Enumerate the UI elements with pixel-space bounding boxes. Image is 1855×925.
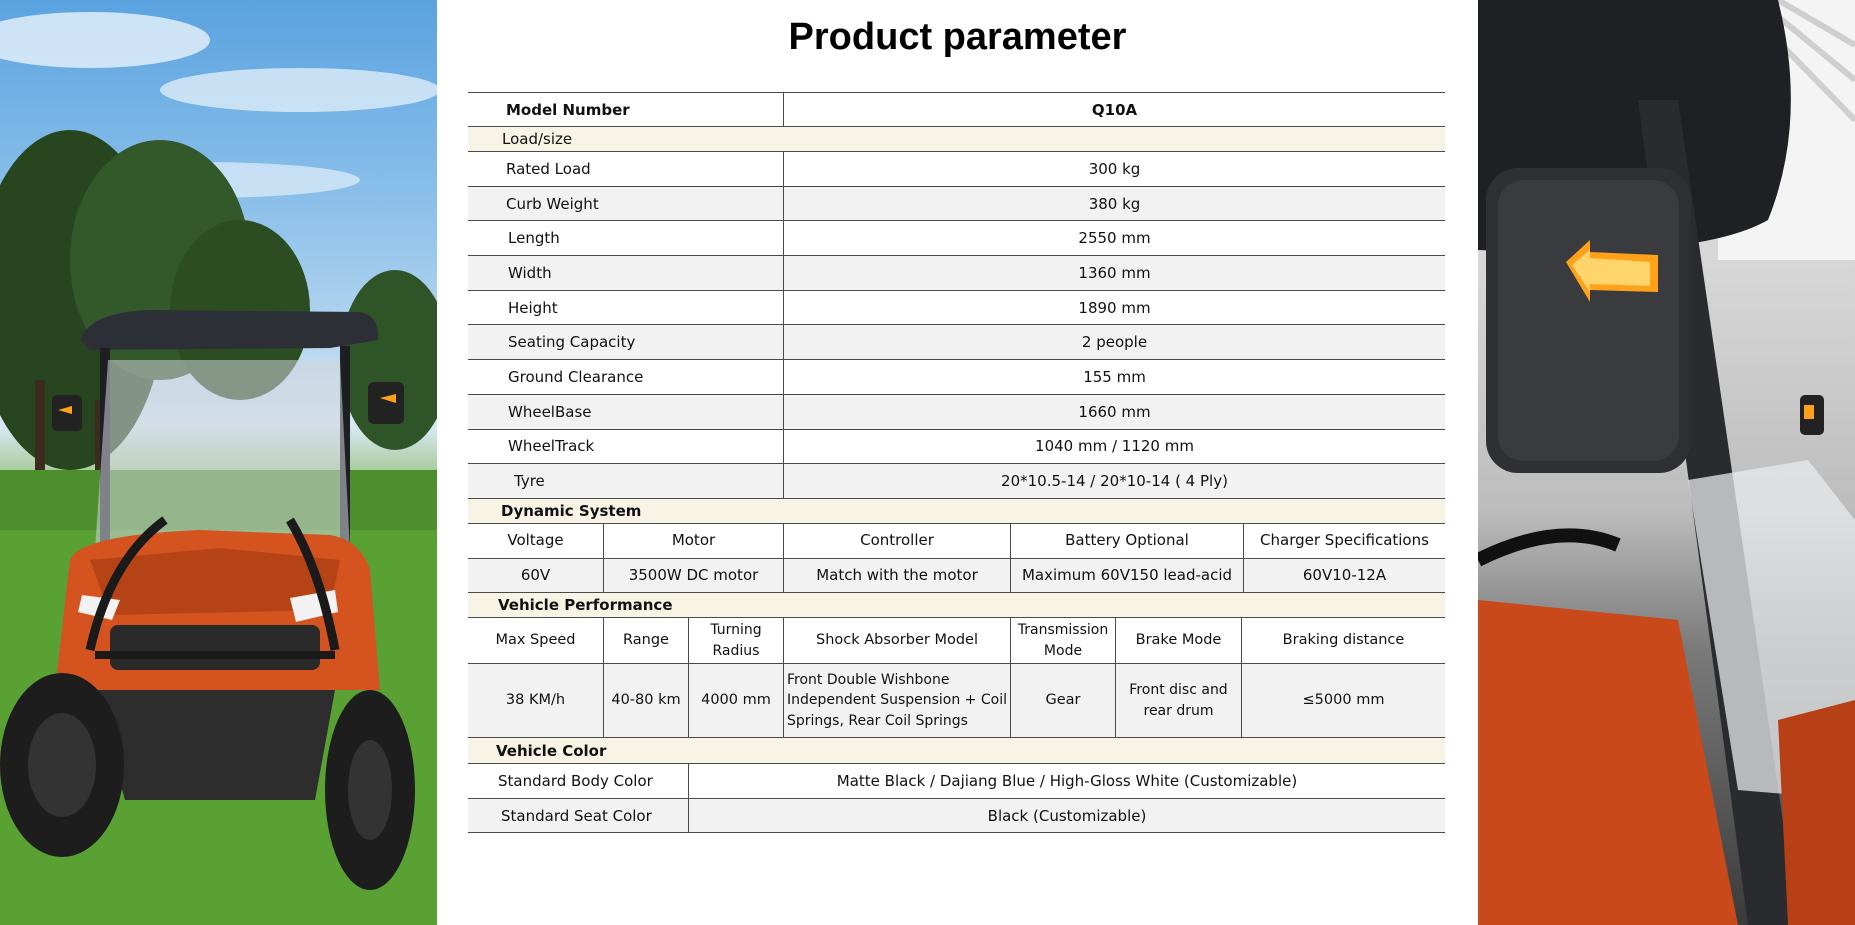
spec-label: Tyre: [468, 464, 784, 498]
spec-value: 2550 mm: [1078, 229, 1151, 248]
spec-row-height: [468, 291, 1445, 326]
spec-row-width: [468, 256, 1445, 291]
model-number-value: Q10A: [1091, 100, 1138, 119]
spec-label: Height: [468, 291, 784, 325]
spec-row-curb-weight: [468, 187, 1445, 222]
dynamic-value-battery: Maximum 60V150 lead-acid: [1011, 559, 1244, 593]
model-number-label: Model Number: [468, 93, 784, 126]
perf-header-turning-radius: Turning Radius: [689, 618, 784, 664]
model-number-row: [468, 92, 1445, 127]
dynamic-header-battery: Battery Optional: [1011, 524, 1244, 559]
spec-label: Ground Clearance: [468, 360, 784, 394]
dynamic-value-voltage: 60V: [468, 559, 604, 593]
section-vehicle-color: Vehicle Color: [468, 738, 1445, 764]
perf-header-max-speed: Max Speed: [468, 618, 604, 664]
spec-label: WheelBase: [468, 395, 784, 429]
dynamic-header-charger: Charger Specifications: [1244, 524, 1445, 559]
perf-value-brake-mode: Front disc and rear drum: [1116, 664, 1242, 738]
dynamic-value-charger: 60V10-12A: [1244, 559, 1445, 593]
spec-value: 1040 mm / 1120 mm: [1035, 437, 1194, 456]
spec-value: 1660 mm: [1078, 402, 1151, 421]
spec-row-length: [468, 221, 1445, 256]
dynamic-header-motor: Motor: [604, 524, 784, 559]
perf-value-turning-radius: 4000 mm: [689, 664, 784, 738]
product-photo-mirror-closeup: [1478, 0, 1855, 925]
spec-value: 2 people: [1081, 333, 1148, 352]
spec-row-ground-clearance: [468, 360, 1445, 395]
section-load-size: Load/size: [468, 127, 1445, 152]
spec-value: 20*10.5-14 / 20*10-14 ( 4 Ply): [1001, 472, 1228, 491]
spec-row-seating-capacity: [468, 325, 1445, 360]
spec-row-wheeltrack: [468, 430, 1445, 465]
color-row-body: [468, 764, 1445, 799]
spec-row-tyre: [468, 464, 1445, 499]
spec-label: WheelTrack: [468, 430, 784, 464]
perf-value-range: 40-80 km: [604, 664, 689, 738]
color-value: Matte Black / Dajiang Blue / High-Gloss White (Customizable): [836, 771, 1298, 790]
perf-value-transmission: Gear: [1011, 664, 1116, 738]
spec-label: Length: [468, 221, 784, 255]
perf-header-shock-absorber: Shock Absorber Model: [784, 618, 1011, 664]
spec-value: 1360 mm: [1078, 263, 1151, 282]
spec-label: Curb Weight: [468, 187, 784, 221]
spec-value: 300 kg: [1088, 159, 1141, 178]
dynamic-value-controller: Match with the motor: [784, 559, 1011, 593]
perf-value-max-speed: 38 KM/h: [468, 664, 604, 738]
spec-row-wheelbase: [468, 395, 1445, 430]
vehicle-performance-table: [468, 618, 1445, 738]
dynamic-value-motor: 3500W DC motor: [604, 559, 784, 593]
spec-row-rated-load: [468, 152, 1445, 187]
spec-value: 380 kg: [1088, 194, 1141, 213]
vehicle-color-table: [468, 738, 1445, 833]
page-title: Product parameter: [788, 16, 1127, 58]
mirror-closeup-illustration: [1478, 0, 1855, 925]
dynamic-system-table: [468, 524, 1445, 593]
spec-label: Width: [468, 256, 784, 290]
section-wrap-performance: [468, 593, 1445, 618]
color-label: Standard Seat Color: [468, 799, 689, 833]
section-vehicle-performance: Vehicle Performance: [468, 593, 1445, 618]
color-value: Black (Customizable): [987, 806, 1147, 825]
spec-label: Seating Capacity: [468, 325, 784, 359]
perf-value-braking-distance: ≤5000 mm: [1242, 664, 1445, 738]
spec-label: Rated Load: [468, 152, 784, 186]
spec-table-basic: [468, 92, 1445, 524]
spec-value: 1890 mm: [1078, 298, 1151, 317]
product-photo-golf-cart: [0, 0, 437, 925]
perf-header-braking-distance: Braking distance: [1242, 618, 1445, 664]
perf-value-shock-absorber: Front Double Wishbone Independent Suspension + Coil Springs, Rear Coil Springs: [784, 664, 1011, 738]
spec-value: 155 mm: [1083, 367, 1146, 386]
perf-header-range: Range: [604, 618, 689, 664]
golf-cart-illustration: [0, 0, 437, 925]
color-label: Standard Body Color: [468, 764, 689, 798]
dynamic-header-controller: Controller: [784, 524, 1011, 559]
perf-header-brake-mode: Brake Mode: [1116, 618, 1242, 664]
spec-sheet: [437, 0, 1478, 925]
perf-header-transmission: Transmission Mode: [1011, 618, 1116, 664]
color-row-seat: [468, 799, 1445, 834]
section-dynamic-system: Dynamic System: [468, 499, 1445, 524]
dynamic-header-voltage: Voltage: [468, 524, 604, 559]
